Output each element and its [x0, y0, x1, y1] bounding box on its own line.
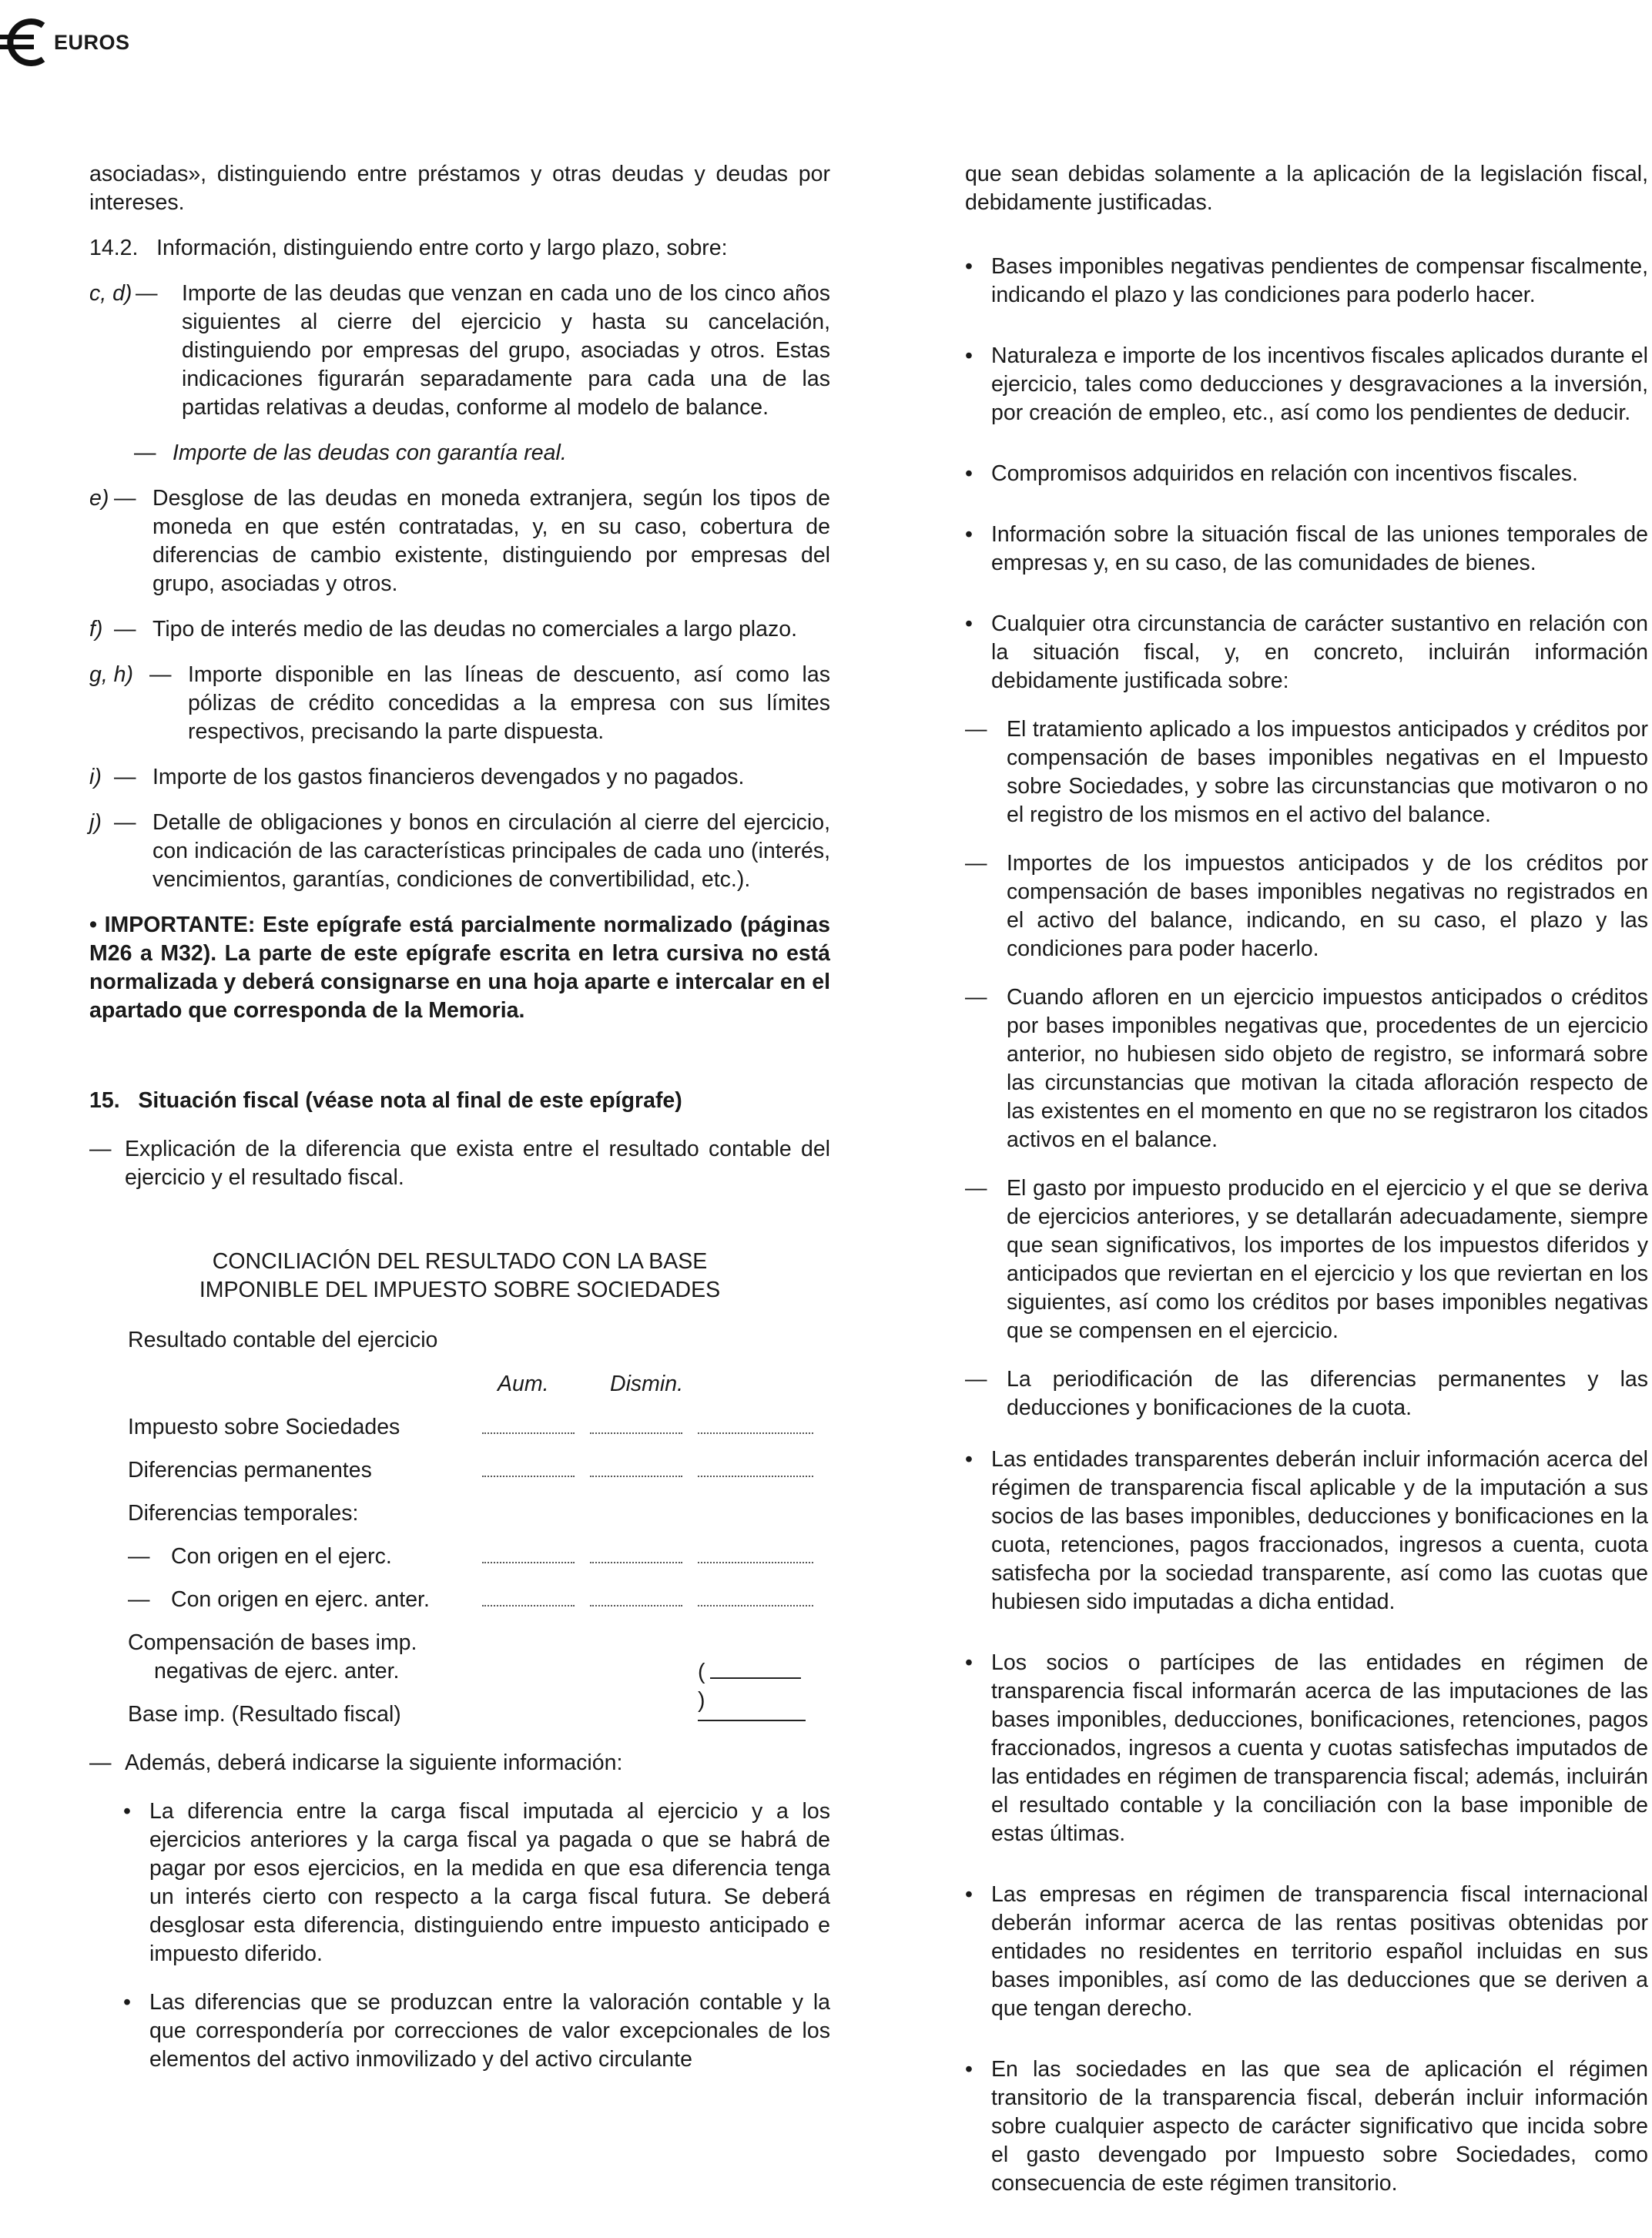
dash-icon: — — [134, 441, 156, 465]
dash-icon: — — [965, 717, 987, 742]
blank-dismin — [590, 1416, 682, 1434]
blank-aum — [482, 1545, 575, 1563]
conc-label-origen-ejerc: Con origen en el ejerc. — [171, 1544, 392, 1569]
subitem-tratamiento-text: El tratamiento aplicado a los impuestos anticipados y créditos por compensación de bases imponibles negativas en el Impuesto sobre Sociedades, y sobre las circunstancias que motivaron o no el registro de los mismos en el activo del balance. — [1007, 717, 1648, 827]
blank-dismin — [590, 1545, 682, 1563]
conc-label-compensacion-1: Compensación de bases imp. — [128, 1630, 417, 1655]
dash-icon: — — [89, 1751, 112, 1775]
dash-icon: — — [128, 1587, 150, 1612]
bullet-socios — [965, 1649, 1648, 1848]
paragraph-asociadas: asociadas», distinguiendo entre préstamos y otras deudas y deudas por intereses. — [89, 162, 830, 215]
bullet-bases-negativas-text: Bases imponibles negativas pendientes de compensar fiscalmente, indicando el plazo y las condiciones para poderlo hacer. — [991, 254, 1648, 307]
section-15-title: 15. Situación fiscal (véase nota al final de este epígrafe) — [89, 1088, 682, 1113]
paren-open: ( — [698, 1660, 705, 1684]
dash-icon: — — [114, 486, 136, 511]
conc-label-base: Base imp. (Resultado fiscal) — [128, 1702, 401, 1727]
bullet-carga-fiscal-text: La diferencia entre la carga fiscal imputada al ejercicio y a los ejercicios anteriores y la carga fiscal ya pagada o que se habrá de pagar por esos ejercicios, en la medida en que esa diferencia tenga un interés cierto con respecto a la carga fiscal futura. Se deberá desglosar esta diferencia, distinguiendo entre impuesto anticipado e impuesto diferido. — [149, 1799, 830, 1966]
ademas-line — [89, 1749, 830, 1777]
conc-label-resultado: Resultado contable del ejercicio — [128, 1328, 438, 1352]
item-f — [89, 615, 830, 644]
right-column — [965, 160, 1648, 2198]
bullet-icon: • — [965, 1650, 973, 1675]
blank-total — [698, 1545, 813, 1563]
conc-compensacion-blank — [698, 1657, 806, 1715]
dash-icon: — — [89, 1137, 112, 1161]
bullet-icon: • — [965, 254, 973, 279]
dash-icon: — — [136, 281, 158, 306]
blank-total — [698, 1588, 813, 1606]
item-e-label: e) — [89, 486, 109, 511]
blank-dismin — [590, 1459, 682, 1477]
bullet-icon: • — [965, 522, 973, 547]
conc-label-compensacion-2: negativas de ejerc. anter. — [154, 1659, 400, 1684]
item-j-label: j) — [89, 810, 102, 835]
item-i — [89, 763, 830, 792]
conc-header-row — [128, 1370, 806, 1399]
bullet-uniones-text: Información sobre la situación fiscal de las uniones temporales de empresas y, en su caso, de las comunidades de bienes. — [991, 522, 1648, 575]
conc-label-impuesto: Impuesto sobre Sociedades — [128, 1415, 400, 1439]
bullet-entidades-transparentes-text: Las entidades transparentes deberán incluir información acerca del régimen de transparencia fiscal aplicable y de la imputación a sus socios de las bases imponibles, deducciones y bonificaciones en la cuota, retenciones, pagos fraccionados, ingresos a cuenta, cuota satisfecha por la sociedad transparente, así como las cuotas que hubiesen sido imputadas a dicha entidad. — [991, 1447, 1648, 1614]
bullet-icon: • — [965, 1882, 973, 1907]
subitem-periodificacion-text: La periodificación de las diferencias permanentes y las deducciones y bonificaciones de la cuota. — [1007, 1367, 1648, 1420]
conc-label-permanentes: Diferencias permanentes — [128, 1458, 372, 1483]
blank-aum — [482, 1416, 575, 1434]
subitem-gasto-impuesto — [965, 1174, 1648, 1345]
subitem-gasto-impuesto-text: El gasto por impuesto producido en el ejercicio y el que se deriva de ejercicios anteriores, y se detallarán adecuadamente, siempre que sean significativos, los importes de los impuestos diferidos y anticipados que reviertan en el ejercicio y los que reviertan en los siguientes, así como los créditos por bases imponibles negativas que se compensen en el ejercicio. — [1007, 1176, 1648, 1343]
importante-note: • IMPORTANTE: Este epígrafe está parcialmente normalizado (páginas M26 a M32). La parte de este epígrafe escrita en letra cursiva no está normalizada y deberá consignarse en una hoja aparte e intercalar en el apartado que corresponda de la Memoria. — [89, 913, 830, 1023]
item-gh-label: g, h) — [89, 662, 134, 687]
conc-label-temporales: Diferencias temporales: — [128, 1501, 359, 1526]
subitem-periodificacion — [965, 1365, 1648, 1422]
paren-close: ) — [698, 1688, 705, 1713]
bullet-otra-circunstancia — [965, 610, 1648, 695]
item-i-label: i) — [89, 765, 102, 789]
bullet-carga-fiscal — [89, 1797, 830, 1968]
item-gh — [89, 661, 830, 746]
subitem-importes — [965, 849, 1648, 963]
bullet-icon: • — [965, 2057, 973, 2082]
heading-14-2: 14.2. Información, distinguiendo entre corto y largo plazo, sobre: — [89, 236, 728, 260]
item-gh-text: Importe disponible en las líneas de descuento, así como las pólizas de crédito concedidas a la empresa con sus límites respectivos, precisando la parte dispuesta. — [188, 662, 830, 744]
conc-row-origen-anter — [128, 1586, 806, 1614]
conc-row-temporales — [128, 1499, 806, 1528]
conc-row-compensacion — [128, 1629, 806, 1713]
conc-row-impuesto — [128, 1413, 806, 1442]
dash-icon: — — [114, 810, 136, 835]
item-cd-label: c, d) — [89, 281, 132, 306]
euro-logo — [0, 15, 130, 69]
dash-icon: — — [965, 851, 987, 876]
conc-col-dismin: Dismin. — [610, 1372, 684, 1396]
blank-aum — [482, 1459, 575, 1477]
dash-icon: — — [149, 662, 172, 687]
item-f-label: f) — [89, 617, 103, 642]
left-column — [89, 160, 830, 2074]
blank-aum — [482, 1588, 575, 1606]
blank-total — [698, 1459, 813, 1477]
dash-icon: — — [965, 985, 987, 1010]
conc-row-permanentes — [128, 1456, 806, 1485]
section-15-intro — [89, 1135, 830, 1192]
item-i-text: Importe de los gastos financieros devengados y no pagados. — [152, 765, 745, 789]
conciliacion-table — [128, 1326, 806, 1729]
bullet-icon: • — [965, 1447, 973, 1472]
bullet-entidades-transparentes — [965, 1446, 1648, 1617]
conciliacion-title-line2: IMPONIBLE DEL IMPUESTO SOBRE SOCIEDADES — [199, 1278, 721, 1302]
bullet-icon: • — [123, 1990, 131, 2015]
dash-icon: — — [114, 617, 136, 642]
item-f-text: Tipo de interés medio de las deudas no comerciales a largo plazo. — [152, 617, 798, 642]
blank-dismin — [590, 1588, 682, 1606]
conciliacion-title — [89, 1248, 830, 1305]
bullet-icon: • — [965, 343, 973, 368]
bullet-bases-negativas — [965, 253, 1648, 310]
conc-label-origen-anter: Con origen en ejerc. anter. — [171, 1587, 430, 1612]
euro-icon — [0, 18, 48, 67]
subitem-tratamiento — [965, 715, 1648, 829]
bullet-uniones — [965, 521, 1648, 578]
item-j-text: Detalle de obligaciones y bonos en circulación al cierre del ejercicio, con indicación de las características principales de cada uno (interés, vencimientos, garantías, condiciones de convertibilidad, etc.). — [152, 810, 830, 892]
bullet-otra-circunstancia-text: Cualquier otra circunstancia de carácter sustantivo en relación con la situación fiscal, y, en concreto, incluirán información debidamente justificada sobre: — [991, 611, 1648, 693]
bullet-transparencia-internacional — [965, 1881, 1648, 2023]
subitem-afloracion-text: Cuando afloren en un ejercicio impuestos anticipados o créditos por bases imponibles negativas que, procedentes de un ejercicio anterior, no hubiesen sido objeto de registro, se informará sobre las circunstancias que motivan la citada afloración respecto de las existentes en el momento en que no se registraron los citados activos en el balance. — [1007, 985, 1648, 1152]
item-e-text: Desglose de las deudas en moneda extranjera, según los tipos de moneda en que estén contratadas, y, en su caso, cobertura de diferencias de cambio existente, distinguiendo por empresas del grupo, asociadas y otros. — [152, 486, 830, 596]
dash-icon: — — [114, 765, 136, 789]
logo-text: EUROS — [54, 30, 130, 54]
conciliacion-title-line1: CONCILIACIÓN DEL RESULTADO CON LA BASE — [212, 1249, 708, 1274]
dash-icon: — — [128, 1544, 150, 1569]
bullet-compromisos — [965, 460, 1648, 488]
section-15-intro-text: Explicación de la diferencia que exista entre el resultado contable del ejercicio y el resultado fiscal. — [125, 1137, 830, 1190]
bullet-icon: • — [965, 611, 973, 636]
bullet-icon: • — [965, 461, 973, 486]
blank-total — [698, 1416, 813, 1434]
bullet-diferencias-valoracion — [89, 1988, 830, 2074]
dash-icon: — — [965, 1176, 987, 1201]
bullet-diferencias-valoracion-text: Las diferencias que se produzcan entre la valoración contable y la que correspondería por correcciones de valor excepcionales de los elementos del activo inmovilizado y del activo circulante — [149, 1990, 830, 2072]
bullet-icon: • — [123, 1799, 131, 1824]
conc-row-resultado — [128, 1326, 806, 1355]
bullet-regimen-transitorio-text: En las sociedades en las que sea de aplicación el régimen transitorio de la transparencia fiscal, deberán incluir información sobre cualquier aspecto de carácter significativo que incida sobre el gasto devengado por Impuesto sobre Sociedades, como consecuencia de este régimen transitorio. — [991, 2057, 1648, 2196]
ademas-text: Además, deberá indicarse la siguiente información: — [125, 1751, 623, 1775]
subitem-importes-text: Importes de los impuestos anticipados y de los créditos por compensación de bases imponibles negativas no registrados en el activo del balance, indicando, en su caso, el plazo y las condiciones para poder hacerlo. — [1007, 851, 1648, 961]
subitem-afloracion — [965, 983, 1648, 1154]
bullet-incentivos — [965, 342, 1648, 427]
item-j — [89, 809, 830, 894]
bullet-incentivos-text: Naturaleza e importe de los incentivos fiscales aplicados durante el ejercicio, tales como deducciones y desgravaciones a la inversión, por creación de empleo, etc., así como los pendientes de deducir. — [991, 343, 1648, 425]
item-garantia — [89, 439, 830, 467]
bullet-socios-text: Los socios o partícipes de las entidades en régimen de transparencia fiscal informarán acerca de las imputaciones de las bases imponibles, deducciones, bonificaciones, retenciones, pagos fraccionados, ingresos a cuenta y cuotas satisfechas imputados de las entidades en régimen de transparencia fiscal; además, incluirán el resultado contable y la conciliación con la base imponible de estas últimas. — [991, 1650, 1648, 1846]
bullet-compromisos-text: Compromisos adquiridos en relación con incentivos fiscales. — [991, 461, 1578, 486]
paragraph-continuacion: que sean debidas solamente a la aplicación de la legislación fiscal, debidamente justificadas. — [965, 162, 1648, 215]
item-cd — [89, 280, 830, 422]
bullet-transparencia-internacional-text: Las empresas en régimen de transparencia fiscal internacional deberán informar acerca de las rentas positivas obtenidas por entidades no residentes en territorio español incluidas en sus bases imponibles, así como de las deducciones que se deriven a que tengan derecho. — [991, 1882, 1648, 2021]
bullet-regimen-transitorio — [965, 2055, 1648, 2198]
item-garantia-text: Importe de las deudas con garantía real. — [173, 441, 567, 465]
dash-icon: — — [965, 1367, 987, 1392]
item-e — [89, 484, 830, 598]
conc-row-origen-ejerc — [128, 1543, 806, 1571]
conc-col-aum: Aum. — [498, 1372, 549, 1396]
item-cd-text: Importe de las deudas que venzan en cada uno de los cinco años siguientes al cierre del ejercicio y hasta su cancelación, distinguiendo por empresas del grupo, asociadas y otros. Estas indicaciones figurarán separadamente para cada una de las partidas relativas a deudas, conforme al modelo de balance. — [182, 281, 830, 420]
